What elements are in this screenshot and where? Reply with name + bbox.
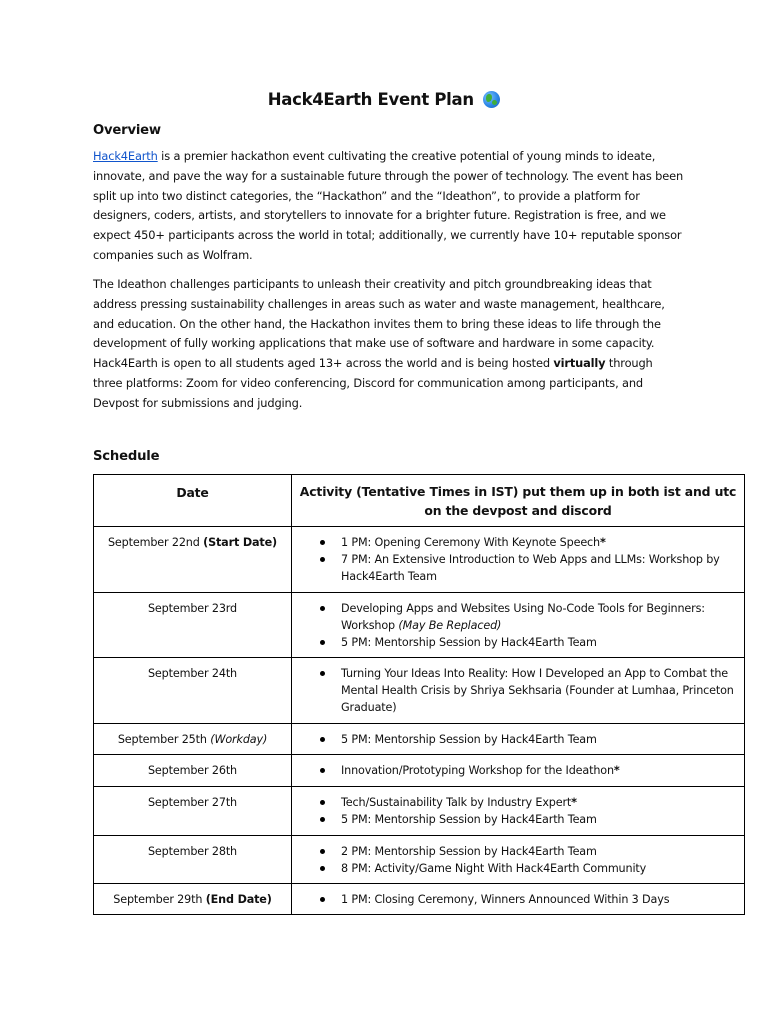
- activity-list: [300, 534, 738, 585]
- activity-list: [300, 665, 738, 716]
- page-title: Hack4Earth Event Plan: [0, 90, 768, 109]
- list-item: 7 PM: An Extensive Introduction to Web Apps and LLMs: Workshop by Hack4Earth Team: [300, 551, 738, 585]
- table-row: [94, 593, 745, 658]
- schedule-date: September 29th (End Date): [94, 884, 292, 915]
- activity-column-header: Activity (Tentative Times in IST) put them up in both ist and utc on the devpost and discord: [292, 475, 745, 527]
- asterisk-mark: *: [613, 764, 620, 777]
- schedule-activities: [292, 755, 745, 787]
- table-row: [94, 527, 745, 593]
- schedule-activities: [292, 658, 745, 724]
- activity-list: [300, 762, 738, 779]
- schedule-date: September 28th: [94, 836, 292, 884]
- list-item: Developing Apps and Websites Using No-Code Tools for Beginners: Workshop (May Be Replaced): [300, 600, 738, 634]
- table-row: [94, 658, 745, 724]
- list-item: Innovation/Prototyping Workshop for the Ideathon*: [300, 762, 738, 779]
- schedule-activities: [292, 884, 745, 915]
- schedule-date: September 27th: [94, 787, 292, 836]
- list-item: Tech/Sustainability Talk by Industry Expert*: [300, 794, 738, 811]
- list-item: 5 PM: Mentorship Session by Hack4Earth Team: [300, 731, 738, 748]
- globe-icon: [483, 91, 500, 108]
- table-row: [94, 724, 745, 755]
- schedule-date: September 25th (Workday): [94, 724, 292, 755]
- list-item: Turning Your Ideas Into Reality: How I Developed an App to Combat the Mental Health Crisis by Shriya Sekhsaria (Founder at Lumhaa, Princeton Graduate): [300, 665, 738, 716]
- overview-heading: Overview: [93, 123, 161, 138]
- table-row: [94, 884, 745, 915]
- date-column-header: Date: [94, 475, 292, 527]
- list-item: 1 PM: Opening Ceremony With Keynote Speech*: [300, 534, 738, 551]
- table-row: [94, 836, 745, 884]
- activity-list: [300, 843, 738, 877]
- overview-paragraph-1: Hack4Earth is a premier hackathon event cultivating the creative potential of young minds to ideate, innovate, and pave the way for a sustainable future through the power of technology. The event has been split up into two distinct categories, the “Hackathon” and the “Ideathon”, to provide a platform for designers, coders, artists, and storytellers to innovate for a brighter future. Registration is free, and we expect 450+ participants across the world in total; additionally, we currently have 10+ reputable sponsor companies such as Wolfram.: [93, 149, 684, 262]
- list-item: 5 PM: Mentorship Session by Hack4Earth Team: [300, 811, 738, 828]
- table-header-row: [94, 475, 745, 527]
- activity-list: [300, 794, 738, 828]
- schedule-activities: [292, 593, 745, 658]
- schedule-activities: [292, 787, 745, 836]
- schedule-activities: [292, 527, 745, 593]
- table-row: [94, 755, 745, 787]
- schedule-activities: [292, 724, 745, 755]
- schedule-date: September 26th: [94, 755, 292, 787]
- schedule-heading: Schedule: [93, 449, 160, 464]
- schedule-date: September 22nd (Start Date): [94, 527, 292, 593]
- activity-list: [300, 731, 738, 748]
- list-item: 1 PM: Closing Ceremony, Winners Announced Within 3 Days: [300, 891, 738, 908]
- list-item: 5 PM: Mentorship Session by Hack4Earth Team: [300, 634, 738, 651]
- hack4earth-link[interactable]: Hack4Earth: [93, 149, 158, 163]
- schedule-date: September 23rd: [94, 593, 292, 658]
- schedule-activities: [292, 836, 745, 884]
- schedule-date: September 24th: [94, 658, 292, 724]
- list-item: 2 PM: Mentorship Session by Hack4Earth Team: [300, 843, 738, 860]
- activity-list: [300, 600, 738, 651]
- overview-paragraph-2: The Ideathon challenges participants to unleash their creativity and pitch groundbreaking ideas that address pressing sustainability challenges in areas such as water and waste management, healthcare, and education. On the other hand, the Hackathon invites them to bring these ideas to life through the development of fully working applications that make use of software and hardware in some capacity. Hack4Earth is open to all students aged 13+ across the world and is being hosted virtually through three platforms: Zoom for video conferencing, Discord for communication among participants, and Devpost for submissions and judging.: [93, 277, 665, 410]
- asterisk-mark: *: [600, 536, 606, 549]
- activity-list: [300, 891, 738, 908]
- table-row: [94, 787, 745, 836]
- list-item: 8 PM: Activity/Game Night With Hack4Earth Community: [300, 860, 738, 877]
- asterisk-mark: *: [571, 796, 577, 809]
- schedule-table: [93, 474, 745, 915]
